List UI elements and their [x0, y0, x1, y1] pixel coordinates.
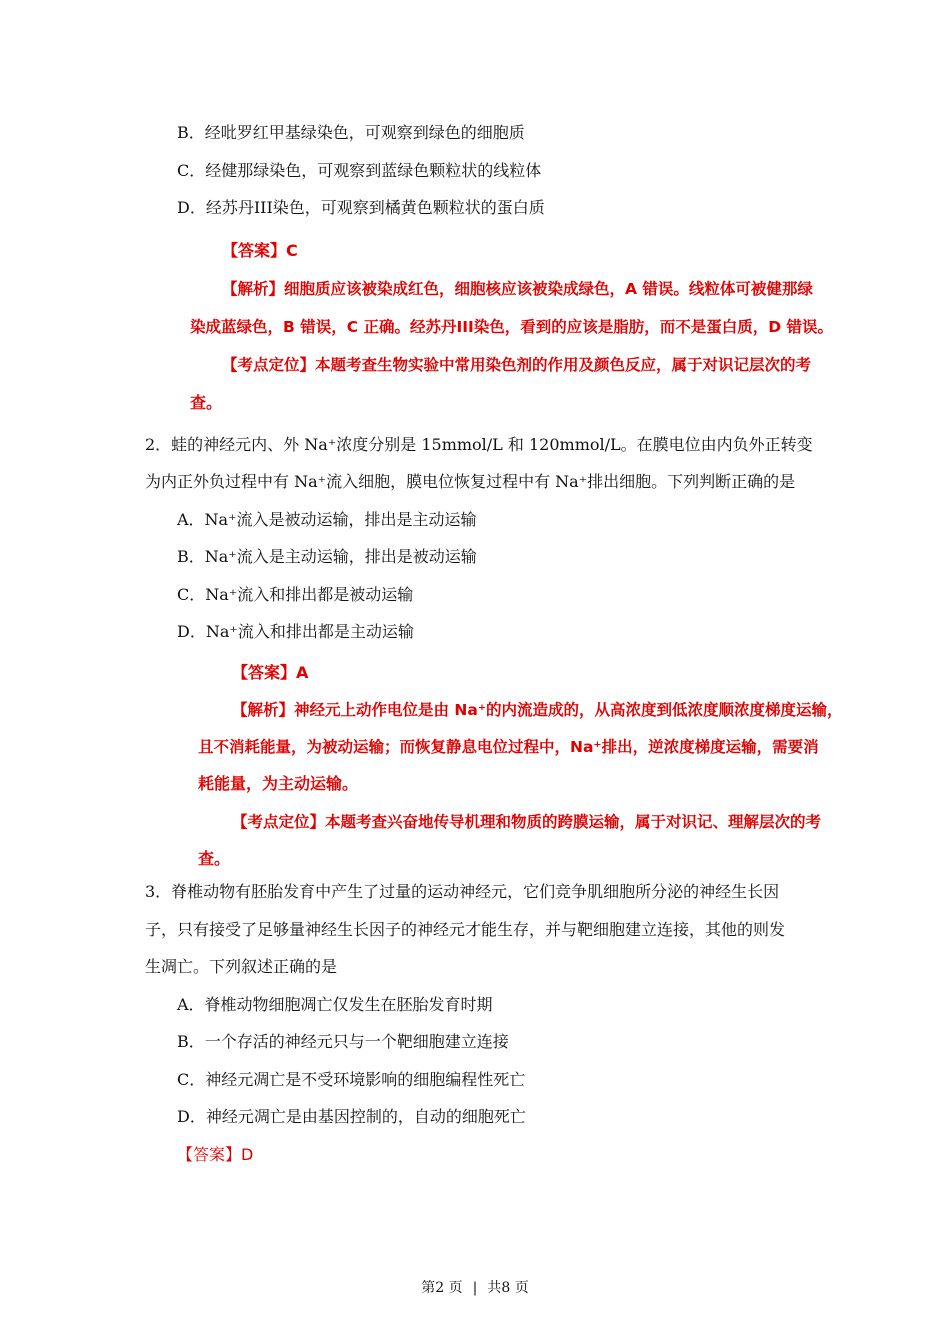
page-number: 第2 页 — [421, 1280, 463, 1296]
q1-option-c: C．经健那绿染色，可观察到蓝绿色颗粒状的线粒体 — [177, 161, 542, 180]
q1-answer: 【答案】C — [222, 241, 298, 260]
q3-option-d: D．神经元凋亡是由基因控制的，自动的细胞死亡 — [177, 1107, 526, 1126]
q2-point-line1: 【考点定位】本题考查兴奋地传导机理和物质的跨膜运输，属于对识记、理解层次的考 — [232, 813, 822, 831]
q2-stem-line1: 2．蛙的神经元内、外 Na⁺浓度分别是 15mmol/L 和 120mmol/L。在膜电位由内负外正转变 — [145, 435, 813, 454]
q3-option-c: C．神经元凋亡是不受环境影响的细胞编程性死亡 — [177, 1070, 526, 1089]
page-total: 共8 页 — [487, 1280, 529, 1296]
q2-option-d: D．Na⁺流入和排出都是主动运输 — [177, 622, 414, 641]
footer-separator: | — [472, 1280, 478, 1296]
q1-analysis-line2: 染成蓝绿色，B 错误，C 正确。经苏丹III染色，看到的应该是脂肪，而不是蛋白质，D 错误。 — [190, 318, 834, 336]
q3-stem-line1: 3．脊椎动物有胚胎发育中产生了过量的运动神经元，它们竞争肌细胞所分泌的神经生长因 — [145, 882, 780, 901]
q2-analysis-line1: 【解析】神经元上动作电位是由 Na⁺的内流造成的，从高浓度到低浓度顺浓度梯度运输， — [232, 701, 843, 719]
q2-analysis-line2: 且不消耗能量，为被动运输；而恢复静息电位过程中，Na⁺排出，逆浓度梯度运输，需要消 — [198, 738, 819, 756]
q2-point-line2: 查。 — [198, 849, 231, 868]
q1-point-line2: 查。 — [190, 393, 223, 412]
q1-point-line1: 【考点定位】本题考查生物实验中常用染色剂的作用及颜色反应，属于对识记层次的考 — [222, 356, 812, 374]
q2-answer: 【答案】A — [232, 663, 309, 682]
q1-analysis-line1: 【解析】细胞质应该被染成红色，细胞核应该被染成绿色，A 错误。线粒体可被健那绿 — [222, 280, 813, 298]
q2-option-b: B．Na⁺流入是主动运输，排出是被动运输 — [177, 547, 477, 566]
q3-stem-line2: 子，只有接受了足够量神经生长因子的神经元才能生存，并与靶细胞建立连接，其他的则发 — [145, 920, 786, 939]
q2-option-a: A．Na⁺流入是被动运输，排出是主动运输 — [177, 510, 477, 529]
q3-stem-line3: 生凋亡。下列叙述正确的是 — [145, 957, 338, 976]
q3-answer: 【答案】D — [177, 1145, 254, 1164]
q2-stem-line2: 为内正外负过程中有 Na⁺流入细胞，膜电位恢复过程中有 Na⁺排出细胞。下列判断正确的是 — [145, 472, 796, 491]
q2-analysis-line3: 耗能量，为主动运输。 — [198, 774, 359, 793]
page-footer — [0, 1278, 950, 1298]
q3-option-b: B．一个存活的神经元只与一个靶细胞建立连接 — [177, 1032, 509, 1051]
q1-option-b: B．经吡罗红甲基绿染色，可观察到绿色的细胞质 — [177, 123, 525, 142]
q1-option-d: D．经苏丹III染色，可观察到橘黄色颗粒状的蛋白质 — [177, 198, 545, 217]
q2-option-c: C．Na⁺流入和排出都是被动运输 — [177, 585, 414, 604]
q3-option-a: A．脊椎动物细胞凋亡仅发生在胚胎发育时期 — [177, 995, 493, 1014]
